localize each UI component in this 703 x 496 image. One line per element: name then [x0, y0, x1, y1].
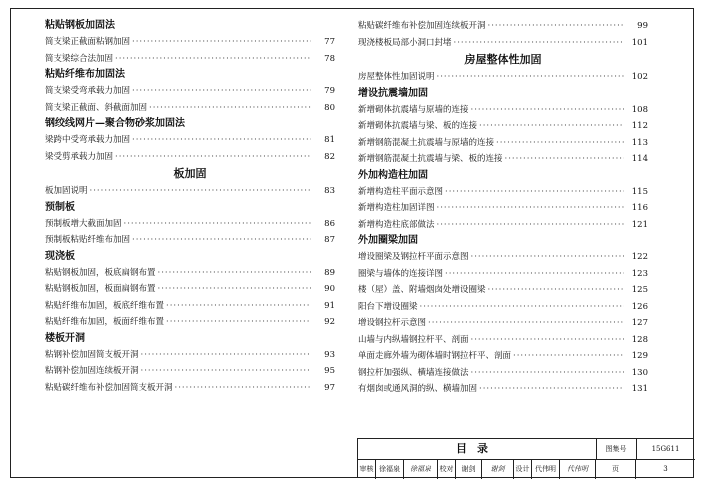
leader-dots — [124, 216, 311, 233]
toc-entry — [45, 51, 335, 68]
toc-entry — [45, 363, 335, 380]
toc-entry — [358, 249, 648, 266]
toc-entry — [358, 332, 648, 349]
toc-entry-title: 粘贴纤维布加固，板面纤维布置 — [45, 317, 165, 327]
toc-page-number: 77 — [324, 37, 335, 47]
toc-entry — [358, 184, 648, 201]
toc-entry-title: 简支梁受弯承载力加固 — [45, 86, 131, 96]
toc-entry — [45, 216, 335, 233]
section-heading: 粘贴钢板加固法 — [45, 20, 115, 31]
toc-page-number: 122 — [631, 252, 648, 262]
toc-page-number: 112 — [631, 121, 648, 131]
toc-page-number: 79 — [324, 86, 335, 96]
toc-entry — [45, 132, 335, 149]
toc-entry-title: 新增构造柱平面示意图 — [358, 186, 444, 197]
toc-entry — [358, 348, 648, 365]
toc-entry — [45, 232, 335, 249]
toc-page-number: 93 — [324, 349, 335, 360]
toc-entry-title: 粘贴碳纤维布补偿加固连续板开洞 — [358, 21, 486, 31]
toc-page-number: 81 — [324, 135, 335, 145]
toc-page-number: 86 — [324, 218, 335, 229]
toc-page-number: 125 — [631, 285, 648, 295]
toc-page-number: 87 — [324, 235, 335, 245]
toc-entry-title: 预制板增大截面加固 — [45, 218, 122, 229]
toc-entry-title: 简支梁正截面粘钢加固 — [45, 37, 131, 47]
toc-entry — [358, 299, 648, 316]
toc-page-number: 91 — [324, 300, 335, 311]
toc-entry — [358, 266, 648, 283]
atlas-number: 15G611 — [636, 439, 695, 460]
toc-entry — [358, 200, 648, 217]
leader-dots — [115, 149, 311, 166]
leader-dots — [437, 69, 624, 86]
toc-page-number: 129 — [631, 351, 648, 361]
leader-dots — [158, 281, 311, 298]
leader-dots — [488, 282, 624, 299]
leader-dots — [479, 118, 624, 135]
toc-page-number: 99 — [637, 21, 648, 31]
toc-page-number: 78 — [324, 53, 335, 64]
toc-entry — [358, 315, 648, 332]
toc-page-number: 127 — [631, 318, 648, 328]
leader-dots — [488, 18, 624, 35]
toc-entry — [45, 347, 335, 364]
leader-dots — [471, 249, 624, 266]
toc-page-number: 113 — [631, 137, 648, 148]
toc-page-number: 114 — [631, 154, 648, 164]
toc-entry — [45, 281, 335, 298]
leader-dots — [513, 348, 624, 365]
leader-dots — [149, 100, 311, 117]
toc-entry-title: 梁跨中受弯承载力加固 — [45, 135, 131, 145]
toc-entry — [358, 118, 648, 135]
leader-dots — [505, 151, 624, 168]
toc-page-number: 80 — [324, 102, 335, 113]
leader-dots — [428, 315, 624, 332]
toc-entry — [358, 18, 648, 35]
leader-dots — [141, 347, 311, 364]
toc-entry-title: 阳台下增设圈梁 — [358, 301, 418, 312]
leader-dots — [166, 314, 311, 331]
design-signature: 代伟明 — [560, 459, 596, 479]
leader-dots — [420, 299, 624, 316]
toc-entry — [45, 314, 335, 331]
toc-entry-title: 粘贴钢板加固，板底扁钢布置 — [45, 267, 156, 278]
toc-entry-title: 增设钢拉杆示意图 — [358, 318, 427, 328]
toc-page-number: 108 — [631, 104, 648, 115]
leader-dots — [166, 298, 311, 315]
toc-entry-title: 现浇楼板局部小洞口封堵 — [358, 37, 452, 48]
toc-entry-title: 粘贴碳纤维布补偿加固简支板开洞 — [45, 382, 173, 393]
toc-entry — [358, 102, 648, 119]
page-number: 3 — [663, 465, 668, 473]
title-block — [357, 438, 694, 478]
toc-page-number: 102 — [631, 72, 648, 82]
leader-dots — [132, 132, 311, 149]
toc-entry-title: 楼（屋）盖、附墙烟囱处增设圈梁 — [358, 285, 486, 295]
toc-entry-title: 粘钢补偿加固简支板开洞 — [45, 349, 139, 360]
toc-entry — [45, 380, 335, 397]
toc-entry — [358, 217, 648, 234]
toc-page-number: 97 — [324, 382, 335, 393]
leader-dots — [141, 363, 311, 380]
toc-entry — [45, 149, 335, 166]
leader-dots — [445, 184, 624, 201]
toc-entry-title: 粘贴钢板加固，板面扁钢布置 — [45, 284, 156, 294]
check-label: 校对 — [438, 459, 456, 479]
toc-entry-title: 粘钢补偿加固连续板开洞 — [45, 366, 139, 376]
toc-entry-title: 简支梁综合法加固 — [45, 53, 114, 64]
leader-dots — [479, 381, 624, 398]
toc-page-number: 130 — [631, 367, 648, 378]
toc-entry-title: 山墙与内纵墙钢拉杆平、剖面 — [358, 334, 469, 345]
toc-entry-title: 房屋整体性加固说明 — [358, 72, 435, 82]
leader-dots — [496, 135, 624, 152]
toc-left-column — [45, 18, 335, 396]
toc-page-number: 90 — [324, 284, 335, 294]
leader-dots — [437, 217, 624, 234]
toc-entry — [358, 135, 648, 152]
section-heading: 楼板开洞 — [45, 332, 85, 344]
section-heading: 钢绞线网片—聚合物砂浆加固法 — [45, 118, 185, 129]
toc-entry-title: 增设圈梁及钢拉杆平面示意图 — [358, 252, 469, 262]
toc-page-number: 82 — [324, 151, 335, 162]
toc-entry — [45, 34, 335, 51]
toc-entry — [45, 100, 335, 117]
toc-entry-title: 简支梁正截面、斜截面加固 — [45, 102, 148, 113]
title-block-title: 目录 — [358, 439, 597, 460]
design-label: 设计 — [514, 459, 532, 479]
toc-entry-title: 圈梁与墙体的连接详图 — [358, 268, 444, 279]
leader-dots — [445, 266, 624, 283]
toc-entry — [358, 365, 648, 382]
toc-entry — [358, 35, 648, 52]
toc-entry — [358, 282, 648, 299]
toc-entry-title: 新增砌体抗震墙与梁、板的连接 — [358, 121, 478, 131]
leader-dots — [115, 51, 311, 68]
toc-entry-title: 板加固说明 — [45, 186, 88, 196]
toc-page-number: 116 — [631, 203, 648, 213]
toc-entry — [358, 381, 648, 398]
toc-page-number: 126 — [631, 301, 648, 312]
chapter-heading: 房屋整体性加固 — [464, 53, 542, 66]
section-heading: 外加圈梁加固 — [358, 235, 418, 246]
toc-right-column — [358, 18, 648, 398]
toc-entry-title: 单面走廊外墙为砌体墙时钢拉杆平、剖面 — [358, 351, 512, 361]
leader-dots — [437, 200, 624, 217]
chapter-heading: 板加固 — [173, 167, 207, 180]
toc-entry — [358, 69, 648, 86]
section-heading: 外加构造柱加固 — [358, 169, 428, 181]
section-heading: 预制板 — [45, 201, 75, 213]
toc-entry — [358, 151, 648, 168]
check-name: 谢剑 — [456, 459, 482, 479]
toc-entry — [45, 298, 335, 315]
toc-entry-title: 预制板粘贴纤维布加固 — [45, 235, 131, 245]
toc-entry-title: 新增构造柱底部做法 — [358, 219, 435, 230]
toc-page-number: 115 — [631, 186, 648, 197]
leader-dots — [132, 34, 311, 51]
leader-dots — [132, 232, 311, 249]
toc-page-number: 128 — [631, 334, 648, 345]
design-name: 代伟明 — [532, 459, 560, 479]
toc-page-number: 83 — [324, 186, 335, 196]
page-label: 页 — [596, 459, 636, 479]
review-name: 徐福泉 — [376, 459, 404, 479]
leader-dots — [471, 365, 624, 382]
leader-dots — [454, 35, 624, 52]
toc-page-number: 123 — [631, 268, 648, 279]
toc-page-number: 89 — [324, 267, 335, 278]
toc-entry-title: 有烟囱或通风洞的纵、横墙加固 — [358, 384, 478, 394]
toc-page-number: 131 — [631, 384, 648, 394]
toc-page-number: 95 — [324, 366, 335, 376]
toc-entry — [45, 265, 335, 282]
section-heading: 现浇板 — [45, 250, 75, 262]
leader-dots — [471, 332, 624, 349]
toc-entry-title: 新增构造柱加固详图 — [358, 203, 435, 213]
leader-dots — [158, 265, 311, 282]
leader-dots — [471, 102, 624, 119]
review-label: 审核 — [358, 459, 376, 479]
check-signature: 谢剑 — [482, 459, 514, 479]
toc-entry-title: 新增钢筋混凝土抗震墙与原墙的连接 — [358, 137, 495, 148]
toc-entry-title: 梁受剪承载力加固 — [45, 151, 114, 162]
toc-entry-title: 新增钢筋混凝土抗震墙与梁、板的连接 — [358, 154, 503, 164]
toc-entry-title: 新增砌体抗震墙与原墙的连接 — [358, 104, 469, 115]
leader-dots — [175, 380, 311, 397]
toc-entry-title: 粘贴纤维布加固，板底纤维布置 — [45, 300, 165, 311]
toc-entry — [45, 83, 335, 100]
review-signature: 徐福泉 — [404, 459, 438, 479]
toc-page-number: 121 — [631, 219, 648, 230]
toc-entry — [45, 183, 335, 200]
toc-page-number: 92 — [324, 317, 335, 327]
leader-dots — [132, 83, 311, 100]
toc-entry-title: 钢拉杆加强纵、横墙连接做法 — [358, 367, 469, 378]
section-heading: 增设抗震墙加固 — [358, 87, 428, 99]
section-heading: 粘贴纤维布加固法 — [45, 69, 125, 80]
toc-page-number: 101 — [631, 37, 648, 48]
atlas-number-label: 图集号 — [596, 439, 637, 460]
leader-dots — [90, 183, 311, 200]
